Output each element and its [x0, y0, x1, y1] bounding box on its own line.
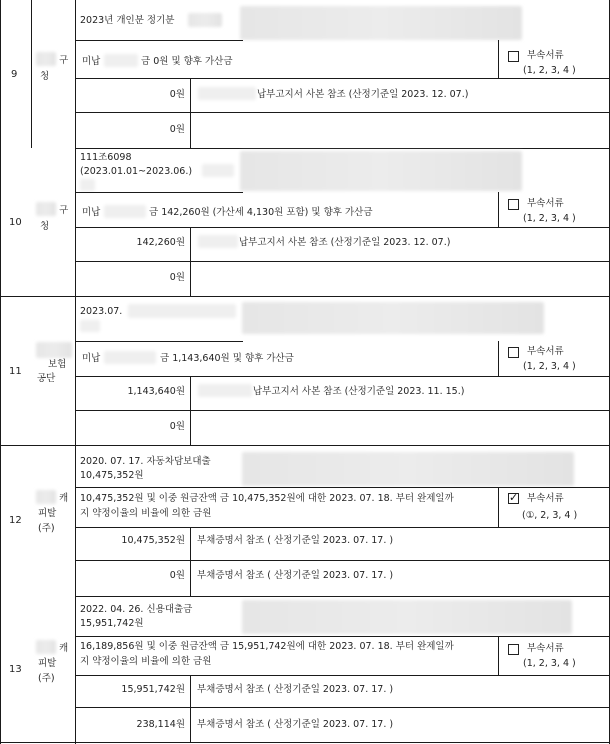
- table-border-left: [0, 0, 1, 744]
- interest-amount: 0원: [169, 421, 185, 432]
- table-border-bottom: [0, 742, 610, 743]
- redacted-detail: [240, 6, 522, 40]
- row-number: 11: [9, 366, 22, 377]
- creditor-name: 캐: [59, 643, 69, 654]
- claim-title: 111조6098: [80, 152, 132, 163]
- redacted-title: [128, 304, 236, 318]
- creditor-name: 구: [59, 205, 69, 216]
- reference-text: 납부고지서 사본 참조 (산정기준일 2023. 12. 07.): [257, 89, 469, 100]
- row-separator: [0, 296, 610, 297]
- claim-amount-text: 미납: [82, 56, 101, 67]
- interest-amount: 0원: [169, 272, 185, 283]
- row-separator: [0, 445, 610, 446]
- principal-amount: 142,260원: [136, 237, 185, 248]
- claim-title: 2023.07.: [80, 306, 123, 317]
- redacted-ref: [198, 235, 238, 248]
- redacted-ref: [198, 87, 256, 100]
- redacted-creditor-name: [36, 490, 56, 504]
- attachment-checkbox[interactable]: [508, 199, 519, 210]
- reference-text-interest: 부채증명서 참조 ( 산정기준일 2023. 07. 17. ): [197, 570, 394, 581]
- row-number: 9: [11, 69, 18, 80]
- redacted-title: [202, 164, 234, 177]
- attachment-numbers: (①, 2, 3, 4 ): [522, 510, 578, 521]
- redacted-creditor-name: [36, 202, 56, 216]
- redacted-detail: [242, 452, 574, 486]
- redacted-detail: [242, 302, 544, 334]
- redacted-detail: [240, 151, 522, 191]
- redacted-creditor-name: [36, 342, 72, 358]
- creditor-name-line2: 공단: [37, 373, 56, 384]
- row-number: 12: [9, 515, 22, 526]
- reference-text: 부채증명서 참조 ( 산정기준일 2023. 07. 17. ): [197, 684, 394, 695]
- interest-amount: 0원: [169, 570, 185, 581]
- attachment-checkbox[interactable]: [508, 347, 519, 358]
- claim-amount-text-line2: 지 약정이율의 비율에 의한 금원: [80, 508, 212, 519]
- redacted-creditor-name: [36, 52, 56, 66]
- principal-amount: 0원: [169, 89, 185, 100]
- creditor-name: 보험: [48, 359, 67, 370]
- creditor-name: 구: [59, 55, 69, 66]
- principal-amount: 1,143,640원: [127, 386, 185, 397]
- attachment-label: 부속서류: [527, 346, 564, 357]
- reference-text: 납부고지서 사본 참조 (산정기준일 2023. 12. 07.): [239, 237, 451, 248]
- redacted-title-line2: [80, 320, 100, 332]
- claim-amount-text: 미납: [82, 353, 101, 364]
- redacted-ref: [198, 384, 252, 397]
- creditor-name-line2: 피탈: [38, 508, 57, 519]
- claim-amount-text: 미납: [82, 207, 101, 218]
- attachment-checkbox[interactable]: [508, 644, 519, 655]
- claim-title: 2023년 개인분 정기분: [80, 15, 175, 26]
- reference-text-interest: 부채증명서 참조 ( 산정기준일 2023. 07. 17. ): [197, 719, 394, 730]
- attachment-numbers: (1, 2, 3, 4 ): [523, 213, 576, 224]
- divider-no: [31, 0, 32, 148]
- claim-title: 2022. 04. 26. 신용대출금: [80, 604, 193, 615]
- attachment-numbers: (1, 2, 3, 4 ): [523, 658, 576, 669]
- reference-text: 부채증명서 참조 ( 산정기준일 2023. 07. 17. ): [197, 535, 394, 546]
- claim-title-line2: (2023.01.01~2023.06.): [80, 166, 193, 177]
- creditor-name-line2: 피탈: [38, 658, 57, 669]
- interest-amount: 238,114원: [136, 719, 185, 730]
- claim-title-line2: 15,951,742원: [80, 618, 144, 629]
- creditor-name: 캐: [59, 493, 69, 504]
- attachment-label: 부속서류: [527, 643, 564, 654]
- attachment-label: 부속서류: [527, 198, 564, 209]
- redacted-creditor-name: [36, 640, 56, 654]
- claim-amount-text-rest: 금 142,260원 (가산세 4,130원 포함) 및 향후 가산금: [149, 207, 373, 218]
- creditor-name-line2: 청: [40, 71, 50, 82]
- claim-title-line2: 10,475,352원: [80, 470, 144, 481]
- principal-amount: 10,475,352원: [121, 535, 185, 546]
- redacted-title: [188, 13, 222, 27]
- claim-amount-text-line2: 지 약정이율의 비율에 의한 금원: [80, 656, 212, 667]
- principal-amount: 15,951,742원: [121, 684, 185, 695]
- reference-text: 납부고지서 사본 참조 (산정기준일 2023. 11. 15.): [253, 386, 465, 397]
- redacted-amount-label: [104, 54, 138, 67]
- row-number: 10: [9, 217, 22, 228]
- redacted-title-line3: [80, 179, 95, 191]
- attachment-checkbox[interactable]: [508, 493, 519, 504]
- attachment-checkbox[interactable]: [508, 51, 519, 62]
- attachment-numbers: (1, 2, 3, 4 ): [523, 65, 576, 76]
- claim-title: 2020. 07. 17. 자동차담보대출: [80, 456, 211, 467]
- creditor-name-line2: 청: [40, 221, 50, 232]
- row-number: 13: [9, 664, 22, 675]
- attachment-label: 부속서류: [527, 493, 564, 504]
- claim-amount-text-rest: 금 0원 및 향후 가산금: [141, 56, 233, 67]
- creditor-name-line3: (주): [38, 673, 55, 684]
- claim-amount-text: 10,475,352원 및 이중 원금잔액 금 10,475,352원에 대한 2023. 07. 18. 부터 완제일까: [80, 493, 454, 504]
- redacted-amount-label: [104, 351, 156, 364]
- interest-amount: 0원: [169, 124, 185, 135]
- redacted-amount-label: [104, 205, 146, 218]
- claim-amount-text-rest: 금 1,143,640원 및 향후 가산금: [160, 353, 294, 364]
- redacted-detail: [242, 600, 572, 634]
- attachment-numbers: (1, 2, 3, 4 ): [523, 361, 576, 372]
- attachment-label: 부속서류: [527, 50, 564, 61]
- claim-amount-text: 16,189,856원 및 이중 원금잔액 금 15,951,742원에 대한 2023. 07. 18. 부터 완제일까: [80, 641, 454, 652]
- creditor-name-line3: (주): [38, 523, 55, 534]
